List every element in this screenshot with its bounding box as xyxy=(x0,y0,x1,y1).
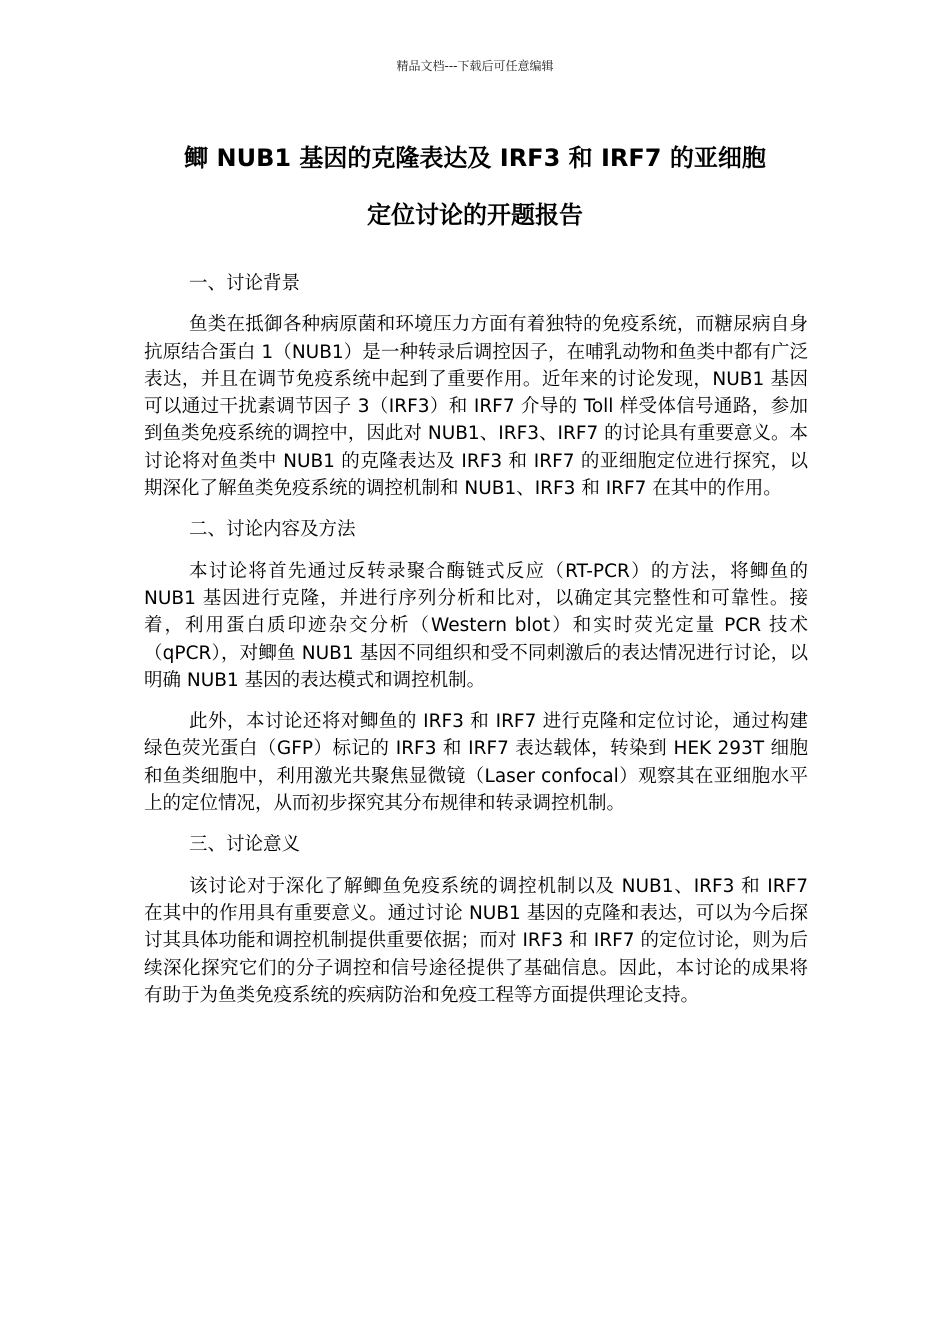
section-heading-methods: 二、讨论内容及方法 xyxy=(189,519,356,541)
document-title xyxy=(120,130,830,244)
section-heading-background: 一、讨论背景 xyxy=(189,273,301,294)
paragraph-methods-1: 本讨论将首先通过反转录聚合酶链式反应（RT-PCR）的方法，将鲫鱼的 NUB1 基因进行克隆，并进行序列分析和比对，以确定其完整性和可靠性。接着，利用蛋白质印迹杂交分析（Western blot）和实时荧光定量 PCR 技术（qPCR），对鲫鱼 NUB1 基因不同组织和受不同刺激后的表达情况进行讨论，以明确 NUB1 基因的表达模式和调控机制。 xyxy=(144,560,808,691)
title-line-1: 鲫 NUB1 基因的克隆表达及 IRF3 和 IRF7 的亚细胞 xyxy=(184,144,766,172)
document-body xyxy=(144,270,808,1023)
paragraph-background: 鱼类在抵御各种病原菌和环境压力方面有着独特的免疫系统，而糖尿病自身抗原结合蛋白 1（NUB1）是一种转录后调控因子，在哺乳动物和鱼类中都有广泛表达，并且在调节免疫系统中起到了重要作用。近年来的讨论发现，NUB1 基因可以通过干扰素调节因子 3（IRF3）和 IRF7 介导的 Toll 样受体信号通路，参加到鱼类免疫系统的调控中，因此对 NUB1、IRF3、IRF7 的讨论具有重要意义。本讨论将对鱼类中 NUB1 的克隆表达及 IRF3 和 IRF7 的亚细胞定位进行探究，以期深化了解鱼类免疫系统的调控机制和 NUB1、IRF3 和 IRF7 在其中的作用。 xyxy=(144,314,808,500)
paragraph-significance: 该讨论对于深化了解鲫鱼免疫系统的调控机制以及 NUB1、IRF3 和 IRF7 在其中的作用具有重要意义。通过讨论 NUB1 基因的克隆和表达，可以为今后探讨其具体功能和调控机制提供重要依据；而对 IRF3 和 IRF7 的定位讨论，则为后续深化探究它们的分子调控和信号途径提供了基础信息。因此，本讨论的成果将有助于为鱼类免疫系统的疾病防治和免疫工程等方面提供理论支持。 xyxy=(144,875,808,1006)
header-note: 精品文档---下载后可任意编辑 xyxy=(396,59,554,73)
title-line-2: 定位讨论的开题报告 xyxy=(367,201,583,229)
paragraph-methods-2: 此外，本讨论还将对鲫鱼的 IRF3 和 IRF7 进行克隆和定位讨论，通过构建绿色荧光蛋白（GFP）标记的 IRF3 和 IRF7 表达载体，转染到 HEK 293T 细胞和鱼类细胞中，利用激光共聚焦显微镜（Laser confocal）观察其在亚细胞水平上的定位情况，从而初步探究其分布规律和转录调控机制。 xyxy=(144,711,808,815)
section-heading-significance: 三、讨论意义 xyxy=(189,834,301,856)
